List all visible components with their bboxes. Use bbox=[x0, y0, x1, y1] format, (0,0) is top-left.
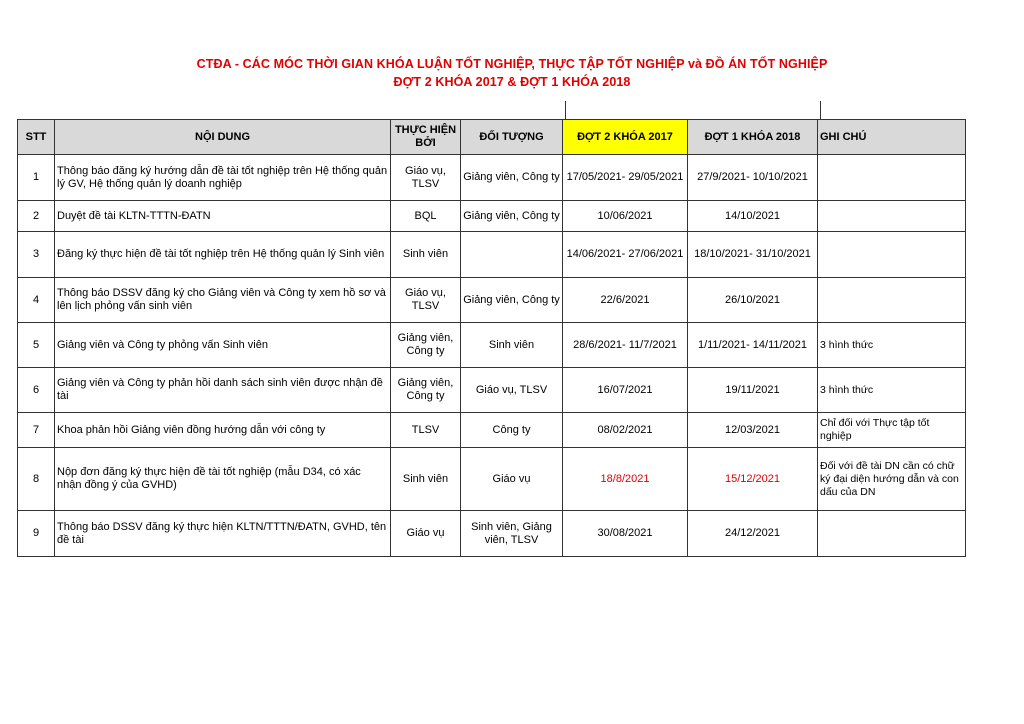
cell-stt: 9 bbox=[18, 511, 55, 557]
cell-ghi-chu bbox=[818, 511, 966, 557]
cell-dot2: 14/06/2021- 27/06/2021 bbox=[563, 232, 688, 278]
cell-ghi-chu bbox=[818, 201, 966, 232]
cell-noi-dung: Giảng viên và Công ty phản hồi danh sách sinh viên được nhận đề tài bbox=[55, 368, 391, 413]
cell-doi-tuong: Sinh viên, Giảng viên, TLSV bbox=[461, 511, 563, 557]
cell-thuc-hien-boi: BQL bbox=[391, 201, 461, 232]
table-row bbox=[18, 368, 966, 413]
cell-doi-tuong: Sinh viên bbox=[461, 323, 563, 368]
cell-ghi-chu bbox=[818, 232, 966, 278]
cell-doi-tuong bbox=[461, 232, 563, 278]
cell-dot1: 26/10/2021 bbox=[688, 278, 818, 323]
cell-dot1: 24/12/2021 bbox=[688, 511, 818, 557]
cell-thuc-hien-boi: Giảng viên, Công ty bbox=[391, 323, 461, 368]
col-header-ghi-chu: GHI CHÚ bbox=[818, 120, 966, 155]
table-row bbox=[18, 448, 966, 511]
col-header-stt: STT bbox=[18, 120, 55, 155]
cell-noi-dung: Thông báo DSSV đăng ký cho Giảng viên và Công ty xem hồ sơ và lên lịch phỏng vấn sinh viên bbox=[55, 278, 391, 323]
page-subtitle: ĐỢT 2 KHÓA 2017 & ĐỢT 1 KHÓA 2018 bbox=[393, 75, 631, 89]
cell-stt: 2 bbox=[18, 201, 55, 232]
table-row bbox=[18, 201, 966, 232]
table-row bbox=[18, 323, 966, 368]
cell-ghi-chu bbox=[818, 278, 966, 323]
cell-dot2: 22/6/2021 bbox=[563, 278, 688, 323]
cell-thuc-hien-boi: Sinh viên bbox=[391, 448, 461, 511]
cell-stt: 4 bbox=[18, 278, 55, 323]
cell-thuc-hien-boi: Sinh viên bbox=[391, 232, 461, 278]
table-row bbox=[18, 413, 966, 448]
cell-ghi-chu: 3 hình thức bbox=[818, 368, 966, 413]
cell-dot1: 15/12/2021 bbox=[688, 448, 818, 511]
cell-doi-tuong: Công ty bbox=[461, 413, 563, 448]
cell-stt: 7 bbox=[18, 413, 55, 448]
cell-stt: 1 bbox=[18, 155, 55, 201]
cell-noi-dung: Đăng ký thực hiện đề tài tốt nghiệp trên Hệ thống quản lý Sinh viên bbox=[55, 232, 391, 278]
cell-noi-dung: Giảng viên và Công ty phỏng vấn Sinh viên bbox=[55, 323, 391, 368]
cell-doi-tuong: Giảng viên, Công ty bbox=[461, 278, 563, 323]
cell-doi-tuong: Giáo vụ, TLSV bbox=[461, 368, 563, 413]
cell-noi-dung: Thông báo đăng ký hướng dẫn đề tài tốt nghiệp trên Hệ thống quản lý GV, Hệ thống quản lý doanh nghiệp bbox=[55, 155, 391, 201]
cell-ghi-chu: 3 hình thức bbox=[818, 323, 966, 368]
schedule-table bbox=[17, 119, 966, 557]
cell-stt: 3 bbox=[18, 232, 55, 278]
table-row bbox=[18, 511, 966, 557]
cell-dot1: 18/10/2021- 31/10/2021 bbox=[688, 232, 818, 278]
cell-dot2: 08/02/2021 bbox=[563, 413, 688, 448]
page-title: CTĐA - CÁC MÓC THỜI GIAN KHÓA LUẬN TỐT NGHIỆP, THỰC TẬP TỐT NGHIỆP và ĐỒ ÁN TỐT NGHIỆP bbox=[196, 57, 828, 71]
cell-ghi-chu: Đối với đề tài DN cần có chữ ký đại diện hướng dẫn và con dấu của DN bbox=[818, 448, 966, 511]
col-header-dot2: ĐỢT 2 KHÓA 2017 bbox=[563, 120, 688, 155]
col-header-thuc-hien-boi: THỰC HIỆN BỞI bbox=[391, 120, 461, 155]
cell-doi-tuong: Giáo vụ bbox=[461, 448, 563, 511]
cell-thuc-hien-boi: TLSV bbox=[391, 413, 461, 448]
table-row bbox=[18, 155, 966, 201]
cell-stt: 8 bbox=[18, 448, 55, 511]
cell-dot1: 19/11/2021 bbox=[688, 368, 818, 413]
cell-dot1: 27/9/2021- 10/10/2021 bbox=[688, 155, 818, 201]
divider-tick bbox=[565, 101, 566, 119]
col-header-doi-tuong: ĐỐI TƯỢNG bbox=[461, 120, 563, 155]
table-row bbox=[18, 278, 966, 323]
col-header-dot1: ĐỢT 1 KHÓA 2018 bbox=[688, 120, 818, 155]
cell-dot2: 10/06/2021 bbox=[563, 201, 688, 232]
cell-dot2: 16/07/2021 bbox=[563, 368, 688, 413]
cell-thuc-hien-boi: Giáo vụ, TLSV bbox=[391, 155, 461, 201]
cell-thuc-hien-boi: Giáo vụ bbox=[391, 511, 461, 557]
cell-dot2: 28/6/2021- 11/7/2021 bbox=[563, 323, 688, 368]
cell-ghi-chu: Chỉ đối với Thực tập tốt nghiệp bbox=[818, 413, 966, 448]
cell-noi-dung: Duyệt đề tài KLTN-TTTN-ĐATN bbox=[55, 201, 391, 232]
table-row bbox=[18, 232, 966, 278]
cell-noi-dung: Khoa phản hồi Giảng viên đồng hướng dẫn với công ty bbox=[55, 413, 391, 448]
table-header-row bbox=[18, 120, 966, 155]
cell-ghi-chu bbox=[818, 155, 966, 201]
cell-thuc-hien-boi: Giáo vụ, TLSV bbox=[391, 278, 461, 323]
cell-dot1: 14/10/2021 bbox=[688, 201, 818, 232]
col-header-noi-dung: NỘI DUNG bbox=[55, 120, 391, 155]
cell-dot2: 30/08/2021 bbox=[563, 511, 688, 557]
cell-dot2: 18/8/2021 bbox=[563, 448, 688, 511]
cell-doi-tuong: Giảng viên, Công ty bbox=[461, 155, 563, 201]
cell-noi-dung: Nộp đơn đăng ký thực hiện đề tài tốt nghiệp (mẫu D34, có xác nhận đồng ý của GVHD) bbox=[55, 448, 391, 511]
cell-stt: 6 bbox=[18, 368, 55, 413]
cell-thuc-hien-boi: Giảng viên, Công ty bbox=[391, 368, 461, 413]
cell-dot1: 12/03/2021 bbox=[688, 413, 818, 448]
divider-tick bbox=[820, 101, 821, 119]
cell-dot2: 17/05/2021- 29/05/2021 bbox=[563, 155, 688, 201]
cell-dot1: 1/11/2021- 14/11/2021 bbox=[688, 323, 818, 368]
cell-stt: 5 bbox=[18, 323, 55, 368]
cell-noi-dung: Thông báo DSSV đăng ký thực hiện KLTN/TTTN/ĐATN, GVHD, tên đề tài bbox=[55, 511, 391, 557]
cell-doi-tuong: Giảng viên, Công ty bbox=[461, 201, 563, 232]
